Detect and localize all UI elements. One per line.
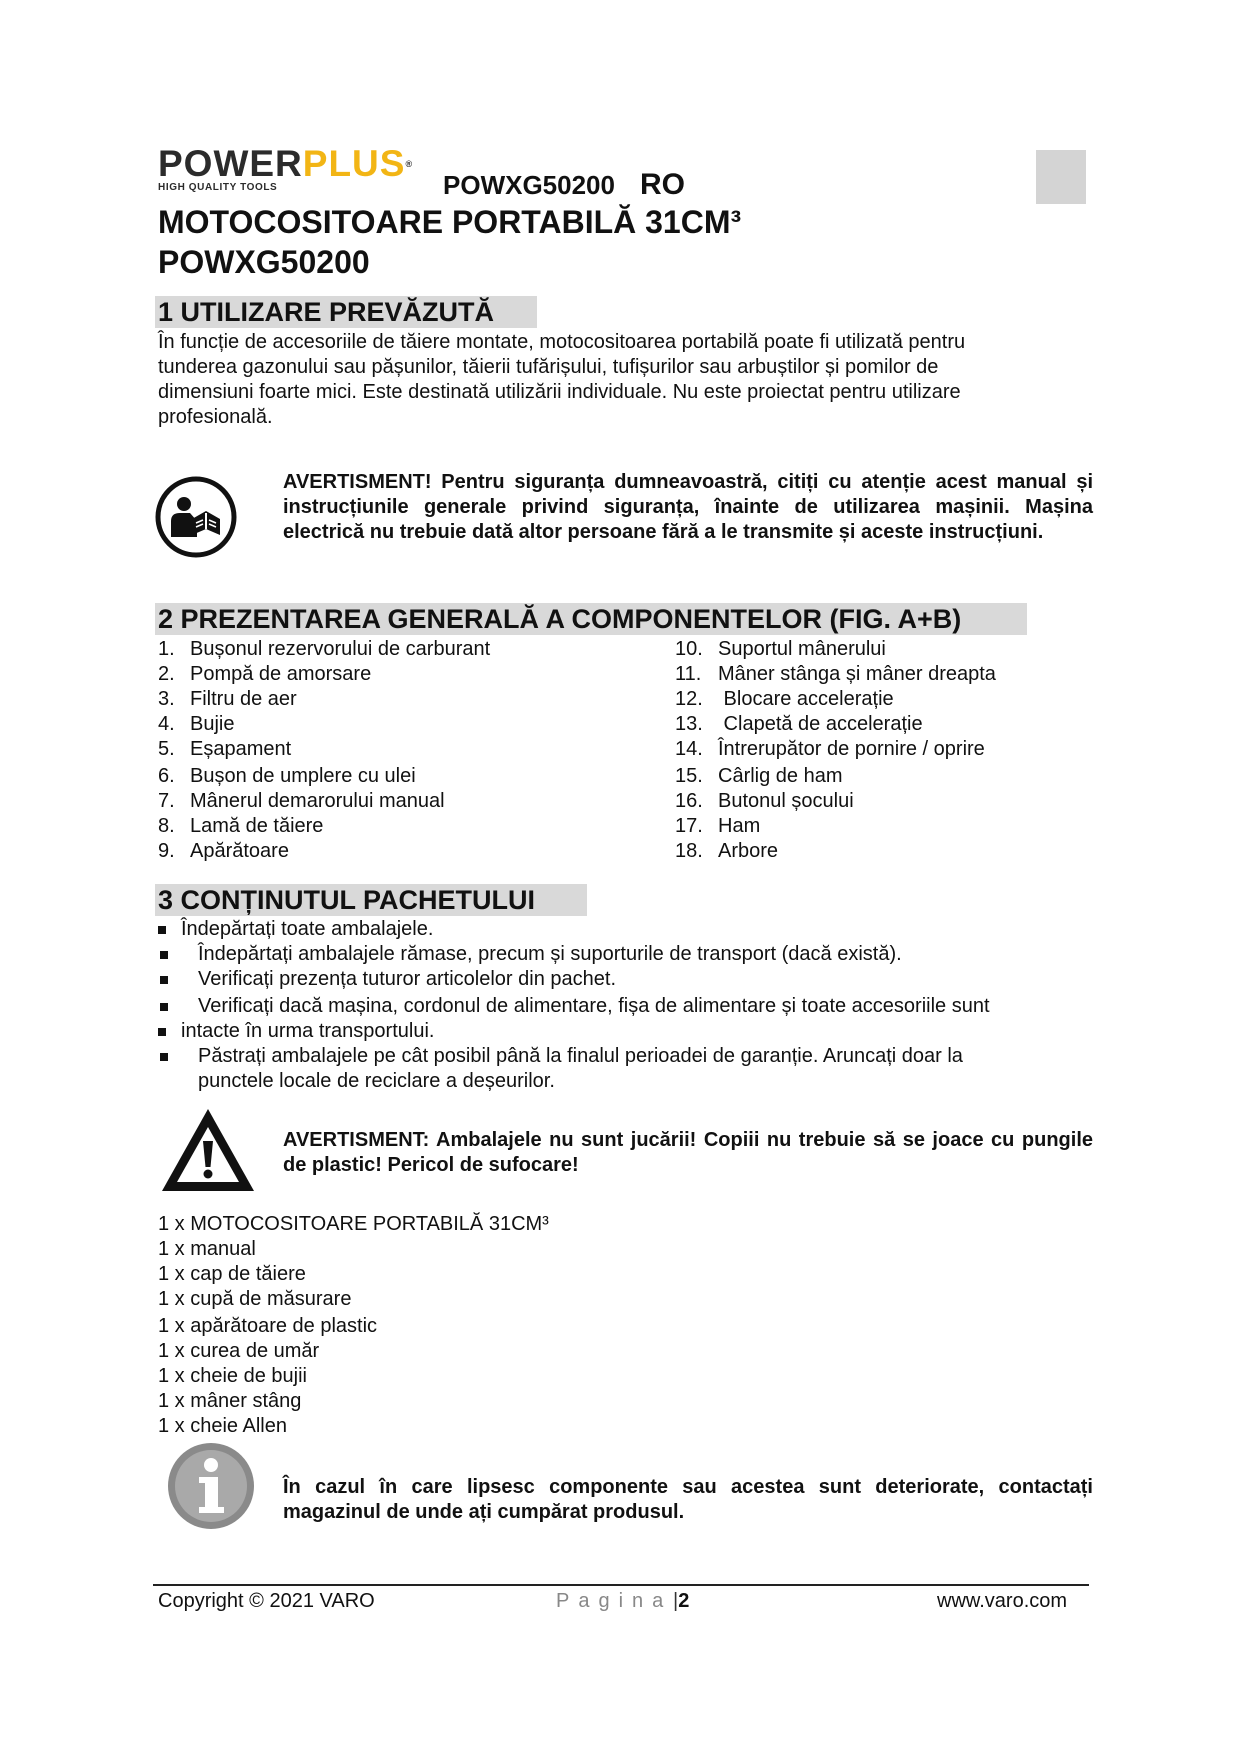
- document-title: MOTOCOSITOARE PORTABILĂ 31CM³: [158, 204, 742, 240]
- package-item: 1 x cupă de măsurare: [158, 1288, 352, 1310]
- paragraph-line: În funcție de accesoriile de tăiere montate, motocositoarea portabilă poate fi utilizată pentru: [158, 331, 966, 353]
- component-item: 6. Bușon de umplere cu ulei: [158, 765, 416, 787]
- bullet-item: Verificați dacă mașina, cordonul de alimentare, fișa de alimentare și toate accesoriile sunt: [198, 995, 990, 1017]
- footer-page-label: Pagina: [556, 1590, 673, 1612]
- footer-website-link[interactable]: www.varo.com: [937, 1590, 1068, 1612]
- package-item: 1 x apărătoare de plastic: [158, 1315, 378, 1337]
- brand-power: POWER: [158, 143, 303, 184]
- package-item: 1 x mâner stâng: [158, 1390, 302, 1412]
- bullet-icon: [160, 951, 168, 959]
- model-code: POWXG50200: [443, 170, 615, 200]
- component-item: 13. Clapetă de accelerație: [675, 713, 923, 735]
- component-item: 14. Întrerupător de pornire / oprire: [675, 738, 985, 760]
- component-item: 11. Mâner stânga și mâner dreapta: [675, 663, 996, 685]
- component-item: 17. Ham: [675, 815, 761, 837]
- bullet-item: punctele locale de reciclare a deșeurilor.: [198, 1070, 555, 1092]
- component-item: 15. Cârlig de ham: [675, 765, 843, 787]
- package-item: 1 x cap de tăiere: [158, 1263, 306, 1285]
- language-code: RO: [640, 168, 685, 201]
- component-item: 7. Mânerul demarorului manual: [158, 790, 445, 812]
- bullet-item: Îndepărtați toate ambalajele.: [181, 918, 434, 940]
- bullet-icon: [158, 926, 166, 934]
- footer-copyright: Copyright © 2021 VARO: [158, 1590, 375, 1612]
- document-subtitle: POWXG50200: [158, 244, 370, 280]
- read-manual-icon: [154, 475, 238, 559]
- language-tab-marker: [1036, 150, 1086, 204]
- warning-packaging: AVERTISMENT: Ambalajele nu sunt jucării! Copiii nu trebuie să se joace cu pungile de plastic! Pericol de sufocare!: [283, 1129, 1093, 1176]
- component-item: 10. Suportul mânerului: [675, 638, 886, 660]
- component-item: 8. Lamă de tăiere: [158, 815, 324, 837]
- paragraph-line: profesională.: [158, 406, 273, 428]
- section-heading-package-contents: 3 CONȚINUTUL PACHETULUI: [155, 884, 587, 916]
- package-item: 1 x cheie de bujii: [158, 1365, 307, 1387]
- info-icon: [166, 1441, 256, 1531]
- bullet-icon: [160, 1003, 168, 1011]
- paragraph-line: tunderea gazonului sau pășunilor, tăierii tufărișului, tufișurilor sau arbuștilor și pomilor de: [158, 356, 939, 378]
- bullet-item: Verificați prezența tuturor articolelor din pachet.: [198, 968, 616, 990]
- bullet-item: Păstrați ambalajele pe cât posibil până la finalul perioadei de garanție. Aruncați doar la: [198, 1045, 963, 1067]
- bullet-icon: [158, 1028, 166, 1036]
- bullet-item: intacte în urma transportului.: [181, 1020, 435, 1042]
- component-item: 16. Butonul șocului: [675, 790, 854, 812]
- component-item: 18. Arbore: [675, 840, 779, 862]
- component-item: 1. Bușonul rezervorului de carburant: [158, 638, 491, 660]
- component-item: 12. Blocare accelerație: [675, 688, 894, 710]
- section-intended-use-text: [158, 330, 1078, 430]
- package-item: 1 x cheie Allen: [158, 1415, 287, 1437]
- info-missing-components: În cazul în care lipsesc componente sau acestea sunt deteriorate, contactați magazinul de unde ați cumpărat produsul.: [283, 1476, 1093, 1523]
- component-item: 5. Eșapament: [158, 738, 292, 760]
- footer-divider: [153, 1584, 1089, 1586]
- warning-read-manual: AVERTISMENT! Pentru siguranța dumneavoastră, citiți cu atenție acest manual și instrucțiunile generale privind siguranța, înainte de utilizarea mașinii. Mașina electrică nu trebuie dată altor persoane fără a le transmite și aceste instrucțiuni.: [283, 471, 1093, 543]
- component-item: 2. Pompă de amorsare: [158, 663, 372, 685]
- package-item: 1 x MOTOCOSITOARE PORTABILĂ 31CM³: [158, 1213, 549, 1235]
- bullet-item: Îndepărtați ambalajele rămase, precum și suporturile de transport (dacă există).: [198, 943, 902, 965]
- component-item: 3. Filtru de aer: [158, 688, 297, 710]
- package-item: 1 x manual: [158, 1238, 256, 1260]
- footer-page-number: |2: [673, 1590, 690, 1612]
- component-item: 9. Apărătoare: [158, 840, 289, 862]
- brand-logo: POWERPLUS® HIGH QUALITY TOOLS: [158, 143, 414, 193]
- brand-plus: PLUS: [302, 143, 406, 184]
- package-item: 1 x curea de umăr: [158, 1340, 320, 1362]
- warning-triangle-icon: [158, 1105, 258, 1195]
- component-item: 4. Bujie: [158, 713, 235, 735]
- bullet-icon: [160, 1053, 168, 1061]
- brand-tagline: HIGH QUALITY TOOLS: [158, 182, 278, 193]
- bullet-icon: [160, 976, 168, 984]
- section-heading-components: 2 PREZENTAREA GENERALĂ A COMPONENTELOR (FIG. A+B): [155, 603, 1027, 635]
- paragraph-line: dimensiuni foarte mici. Este destinată utilizării individuale. Nu este proiectat pentru utilizare: [158, 381, 961, 403]
- section-heading-intended-use: 1 UTILIZARE PREVĂZUTĂ: [155, 296, 537, 328]
